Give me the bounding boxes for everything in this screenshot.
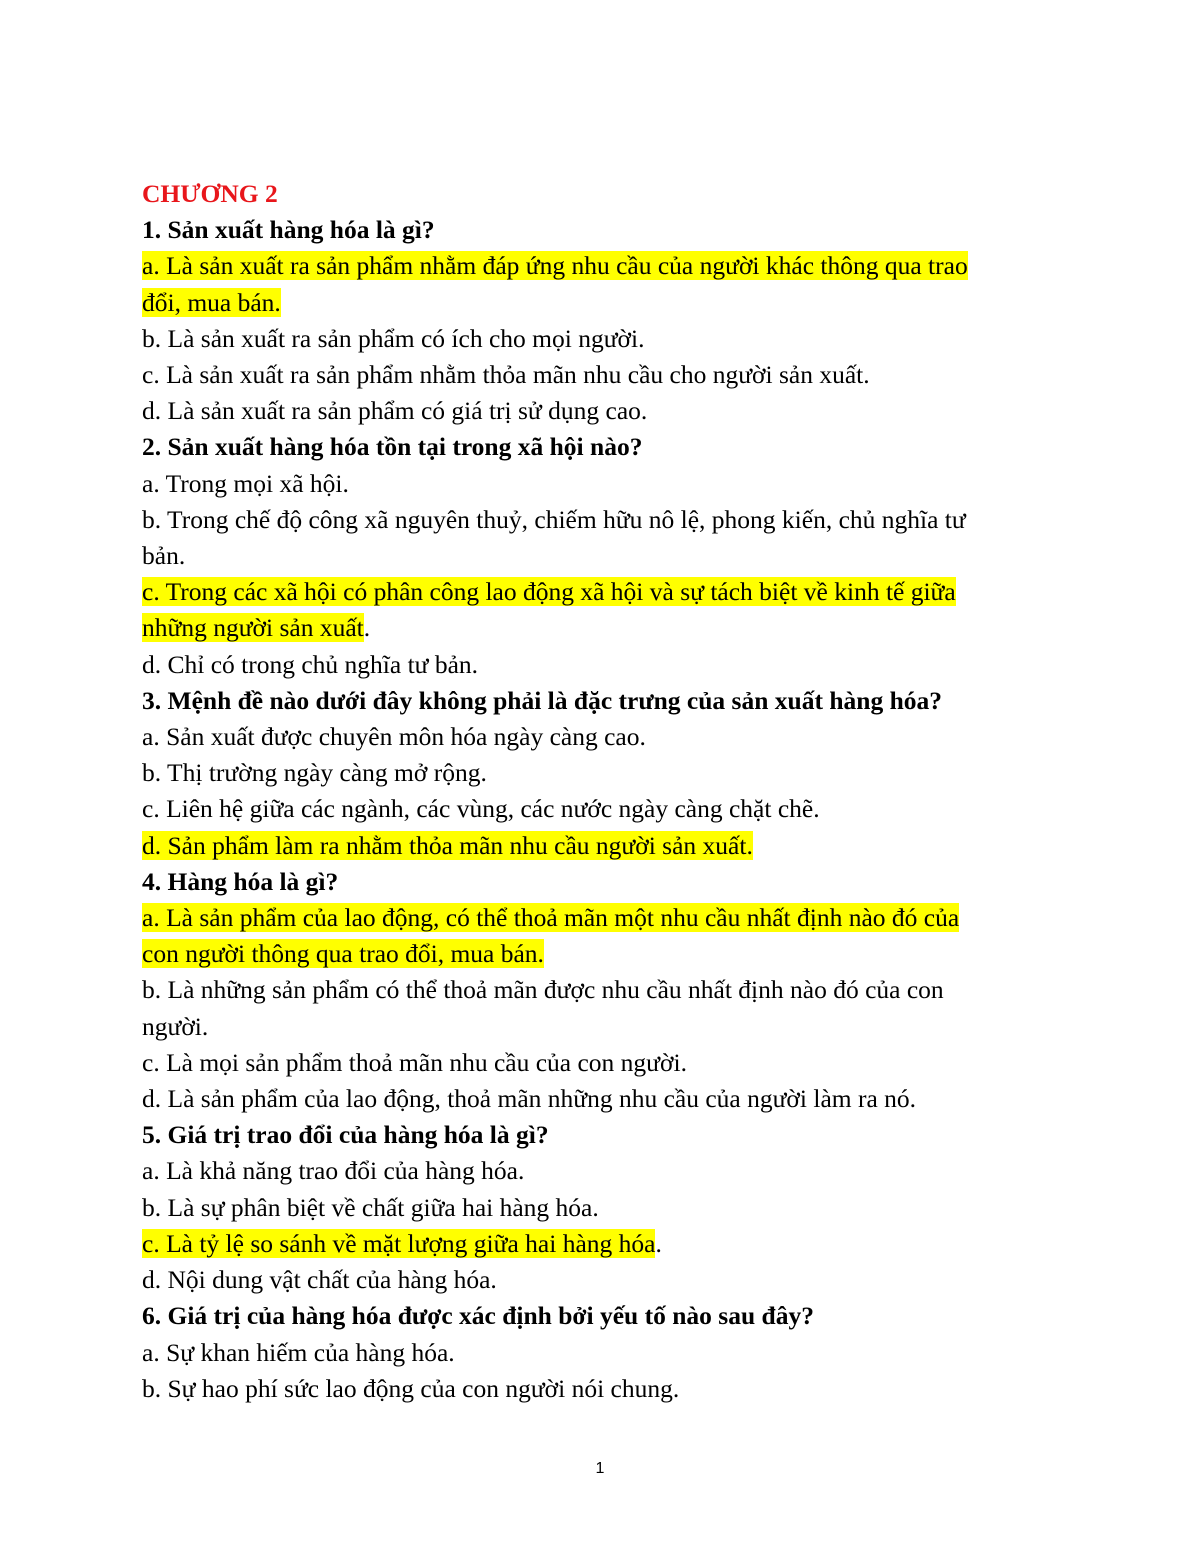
q4-option-a-line2: con người thông qua trao đổi, mua bán. [142,939,544,969]
q2-option-c-line1: c. Trong các xã hội có phân công lao động xã hội và sự tách biệt về kinh tế giữa [142,577,956,607]
q6-option-b: b. Sự hao phí sức lao động của con người nói chung. [142,1373,680,1403]
q4-option-a [142,900,1042,972]
q3-option-b: b. Thị trường ngày càng mở rộng. [142,758,487,788]
q5-option-d: d. Nội dung vật chất của hàng hóa. [142,1265,497,1295]
question-1: 1. Sản xuất hàng hóa là gì? [142,215,435,245]
question-5: 5. Giá trị trao đổi của hàng hóa là gì? [142,1120,549,1150]
chapter-title: CHƯƠNG 2 [142,179,278,208]
page-number: 1 [595,1460,605,1477]
q1-option-a-line2: đổi, mua bán. [142,287,281,317]
q4-option-b-line2: người. [142,1011,209,1041]
q3-option-c: c. Liên hệ giữa các ngành, các vùng, các nước ngày càng chặt chẽ. [142,794,820,824]
q4-option-b-line1: b. Là những sản phẩm có thể thoả mãn được nhu cầu nhất định nào đó của con [142,975,944,1005]
q2-option-c-line2: những người sản xuất [142,613,364,643]
q1-option-a-line1: a. Là sản xuất ra sản phẩm nhằm đáp ứng nhu cầu của người khác thông qua trao [142,251,968,281]
q1-option-c: c. Là sản xuất ra sản phẩm nhằm thỏa mãn nhu cầu cho người sản xuất. [142,360,870,390]
q2-option-c [142,574,1042,646]
q4-option-c: c. Là mọi sản phẩm thoả mãn nhu cầu của con người. [142,1047,687,1077]
q2-option-b [142,502,1042,574]
q1-option-b: b. Là sản xuất ra sản phẩm có ích cho mọi người. [142,323,645,353]
q2-option-c-period: . [363,613,371,643]
document-content [142,176,1042,1407]
question-2: 2. Sản xuất hàng hóa tồn tại trong xã hội nào? [142,432,643,462]
q5-option-a: a. Là khả năng trao đổi của hàng hóa. [142,1156,525,1186]
q2-option-a: a. Trong mọi xã hội. [142,468,349,498]
q3-option-d-text: d. Sản phẩm làm ra nhằm thỏa mãn nhu cầu người sản xuất. [142,830,753,860]
q6-option-a: a. Sự khan hiếm của hàng hóa. [142,1337,455,1367]
question-3: 3. Mệnh đề nào dưới đây không phải là đặc trưng của sản xuất hàng hóa? [142,685,943,715]
question-6: 6. Giá trị của hàng hóa được xác định bởi yếu tố nào sau đây? [142,1301,814,1331]
q1-option-d: d. Là sản xuất ra sản phẩm có giá trị sử dụng cao. [142,396,648,426]
question-4: 4. Hàng hóa là gì? [142,866,339,896]
q4-option-b [142,972,1042,1044]
q4-option-a-line1: a. Là sản phẩm của lao động, có thể thoả mãn một nhu cầu nhất định nào đó của [142,903,960,933]
q5-option-c-text: c. Là tỷ lệ so sánh về mặt lượng giữa hai hàng hóa [142,1228,656,1258]
q5-option-c-period: . [655,1228,662,1258]
q2-option-b-line2: bản. [142,541,186,571]
q5-option-c [142,1226,1042,1262]
q2-option-d: d. Chỉ có trong chủ nghĩa tư bản. [142,649,479,679]
q4-option-d: d. Là sản phẩm của lao động, thoả mãn những nhu cầu của người làm ra nó. [142,1084,917,1114]
q1-option-a [142,248,1042,320]
q2-option-b-line1: b. Trong chế độ công xã nguyên thuỷ, chiếm hữu nô lệ, phong kiến, chủ nghĩa tư [142,504,966,534]
q3-option-d [142,828,1042,864]
q3-option-a: a. Sản xuất được chuyên môn hóa ngày càng cao. [142,722,646,752]
q5-option-b: b. Là sự phân biệt về chất giữa hai hàng hóa. [142,1192,599,1222]
